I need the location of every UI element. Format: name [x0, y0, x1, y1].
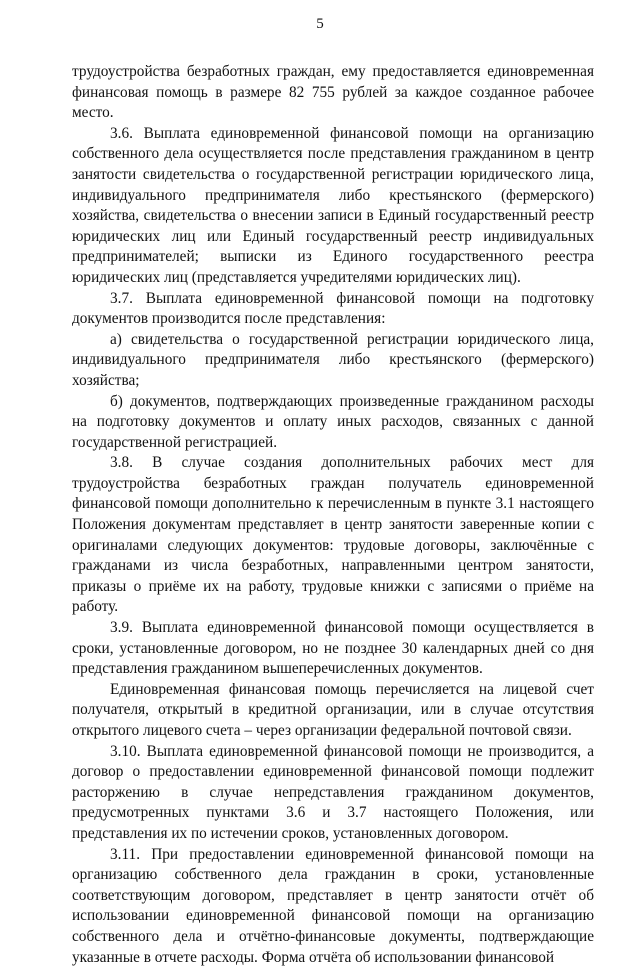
paragraph-3-6: 3.6. Выплата единовременной финансовой помощи на организацию собственного дела осуществляется после представления гражданином в центр занятости свидетельства о государственной регистрации юридического лица, индивидуального предпринимателя либо крестьянского (фермерского) хозяйства, свидетельства о внесении записи в Единый государственный реестр юридических лиц или Единый государственный реестр индивидуальных предпринимателей; выписки из Единого государственного реестра юридических лиц (представляется учредителями юридических лиц). [72, 124, 594, 286]
paragraph-continuation: трудоустройства безработных граждан, ему предоставляется единовременная финансовая помощь в размере 82 755 рублей за каждое созданное рабочее место. [72, 63, 594, 122]
paragraph-3-9: 3.9. Выплата единовременной финансовой помощи осуществляется в сроки, установленные договором, но не позднее 30 календарных дней со дня представления гражданином вышеперечисленных документов. [72, 619, 594, 678]
document-body [72, 62, 594, 968]
paragraph-3-7-a: а) свидетельства о государственной регистрации юридического лица, индивидуального предпринимателя либо крестьянского (фермерского) хозяйства; [72, 330, 594, 389]
paragraph-3-11: 3.11. При предоставлении единовременной финансовой помощи на организацию собственного дела гражданин в сроки, установленные соответствующим договором, представляет в центр занятости отчёт об использовании единовременной финансовой помощи на организацию собственного дела и отчётно-финансовые документы, подтверждающие указанные в отчете расходы. Форма отчёта об использовании финансовой [72, 845, 594, 966]
page-number: 5 [316, 16, 324, 32]
paragraph-3-9-transfer: Единовременная финансовая помощь перечисляется на лицевой счет получателя, открытый в кредитной организации, или в случае отсутствия открытого лицевого счета – через организации федеральной почтовой связи. [72, 680, 594, 739]
paragraph-3-7-b: б) документов, подтверждающих произведенные гражданином расходы на подготовку документов и оплату иных расходов, связанных с данной государственной регистрацией. [72, 392, 594, 451]
paragraph-3-10: 3.10. Выплата единовременной финансовой помощи не производится, а договор о предоставлении единовременной финансовой помощи подлежит расторжению в случае непредставления гражданином документов, предусмотренных пунктами 3.6 и 3.7 настоящего Положения, или представления их по истечении сроков, установленных договором. [72, 742, 594, 842]
paragraph-3-8: 3.8. В случае создания дополнительных рабочих мест для трудоустройства безработных граждан получатель единовременной финансовой помощи дополнительно к перечисленным в пункте 3.1 настоящего Положения документам представляет в центр занятости заверенные копии с оригиналами следующих документов: трудовые договоры, заключённые с гражданами из числа безработных, направленными центром занятости, приказы о приёме их на работу, трудовые книжки с записями о приёме на работу. [72, 454, 594, 616]
paragraph-3-7: 3.7. Выплата единовременной финансовой помощи на подготовку документов производится после представления: [72, 289, 594, 328]
